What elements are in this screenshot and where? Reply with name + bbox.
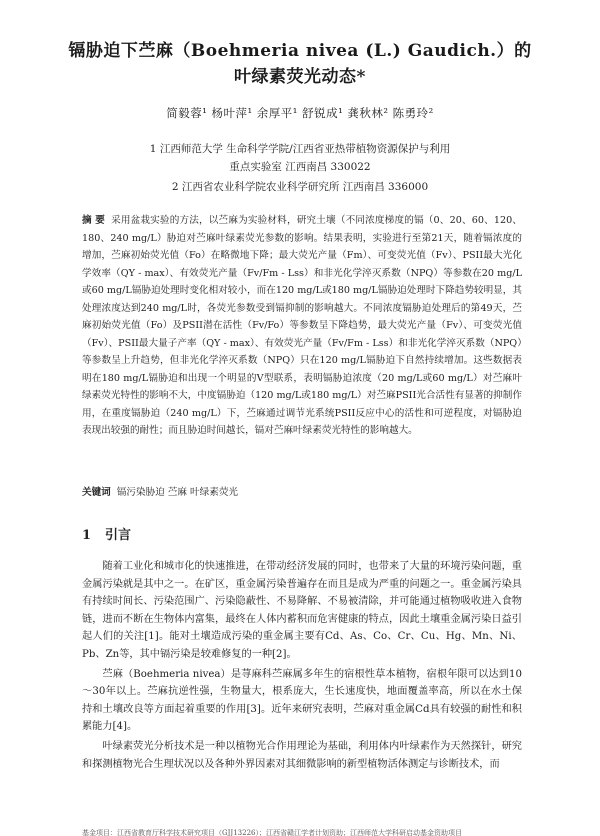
abstract [82, 212, 522, 440]
footnote-funding: 基金项目：江西省教育厅科学技术研究项目（GJJ13226）；江西省赣江学者计划资助；江西师范大学科研启动基金资助项目 [82, 829, 462, 836]
affiliation-1-line2: 重点实验室 江西南昌 330022 [229, 161, 371, 173]
section-title: 引言 [105, 528, 132, 543]
paper-title-line1: 镉胁迫下苎麻（Boehmeria nivea (L.) Gaudich.）的 [68, 41, 532, 61]
body-paragraph-2: 苎麻（Boehmeria nivea）是荨麻科苎麻属多年生的宿根性草本植物，宿根年限可以达到10～30年以上。苎麻抗逆性强，生物量大，根系庞大，生长速度快，地面覆盖率高，所以在水土保持和土壤改良等方面起着重要的作用[3]。近年来研究表明，苎麻对重金属Cd具有较强的耐性和积累能力[4]。 [82, 668, 522, 733]
affiliation-2: 2 江西省农业科学院农业科学研究所 江西南昌 336000 [171, 181, 429, 193]
body-paragraph-1: 随着工业化和城市化的快速推进，在带动经济发展的同时，也带来了大量的环境污染问题，重金属污染就是其中之一。在矿区，重金属污染普遍存在而且是成为严重的问题之一。重金属污染具有持续时间长、污染范围广、污染隐蔽性、不易降解、不易被清除，并可能通过植物吸收进入食物链，进而不断在生物体内富集，最终在人体内蓄积而危害健康的特点，因此土壤重金属污染日益引起人们的关注[1]。能对土壤造成污染的重金属主要有Cd、As、Co、Cr、Cu、Hg、Mn、Ni、Pb、Zn等，其中镉污染是较难修复的一种[2]。 [82, 561, 522, 660]
section-number: 1 [82, 528, 92, 543]
affiliation-1 [40, 140, 560, 176]
keywords-label: 关键词 [82, 487, 111, 498]
keywords-text: 镉污染胁迫 苎麻 叶绿素荧光 [116, 487, 239, 498]
body-paragraph-3: 叶绿素荧光分析技术是一种以植物光合作用理论为基础，利用体内叶绿素作为天然探针，研究和探测植物光合生理状况以及各种外界因素对其细微影响的新型植物活体测定与诊断技术，而 [82, 740, 522, 770]
body-text [82, 558, 522, 775]
keywords [82, 484, 522, 501]
paper-title-line2: 叶绿素荧光动态* [234, 67, 366, 87]
section-heading [82, 524, 145, 543]
author-list: 简毅蓉¹ 杨叶萍¹ 余厚平¹ 舒锐成¹ 龚秋林² 陈勇玲² [166, 106, 434, 120]
affiliation-1-line1: 1 江西师范大学 生命科学学院/江西省亚热带植物资源保护与利用 [149, 143, 451, 155]
abstract-text: 采用盆栽实验的方法，以苎麻为实验材料，研究土壤（不同浓度梯度的镉（0、20、60、120、180、240 mg/L）胁迫对苎麻叶绿素荧光参数的影响。结果表明，实验进行至第21天，随着镉浓度的增加，苎麻初始荧光值（Fo）在略微地下降；最大荧光产量（Fm）、可变荧光值（Fv）、PSII最大光化学效率（QY - max）、有效荧光产量（Fv/Fm - Lss）和非光化学淬灭系数（NPQ）等参数在20 mg/L或60 mg/L镉胁迫处理时变化相对较小，而在120 mg/L或180 mg/L镉胁迫处理时下降趋势较明显，其处理浓度达到240 mg/L时，各荧光参数受到镉抑制的影响越大。不同浓度镉胁迫处理后的第49天，苎麻初始荧光值（Fo）及PSII潜在活性（Fv/Fo）等参数呈下降趋势，最大荧光产量（Fv）、可变荧光值（Fv）、PSII最大量子产率（QY - max）、有效荧光产量（Fv/Fm - Lss）和非光化学淬灭系数（NPQ）等参数呈上升趋势，但非光化学淬灭系数（NPQ）只在120 mg/L镉胁迫下自然持续增加。这些数据表明在180 mg/L镉胁迫和出现一个明显的V型联系，表明镉胁迫浓度（20 mg/L或60 mg/L）对苎麻叶绿素荧光特性的影响不大，中度镉胁迫（120 mg/L或180 mg/L）对苎麻PSII光合活性有显著的抑制作用，在重度镉胁迫（240 mg/L）下，苎麻通过调节光系统PSII反应中心的活性和可逆程度，对镉胁迫表现出较强的耐性；而且胁迫时间越长，镉对苎麻叶绿素荧光特性的影响越大。 [82, 215, 522, 436]
abstract-label: 摘 要 [82, 215, 106, 226]
